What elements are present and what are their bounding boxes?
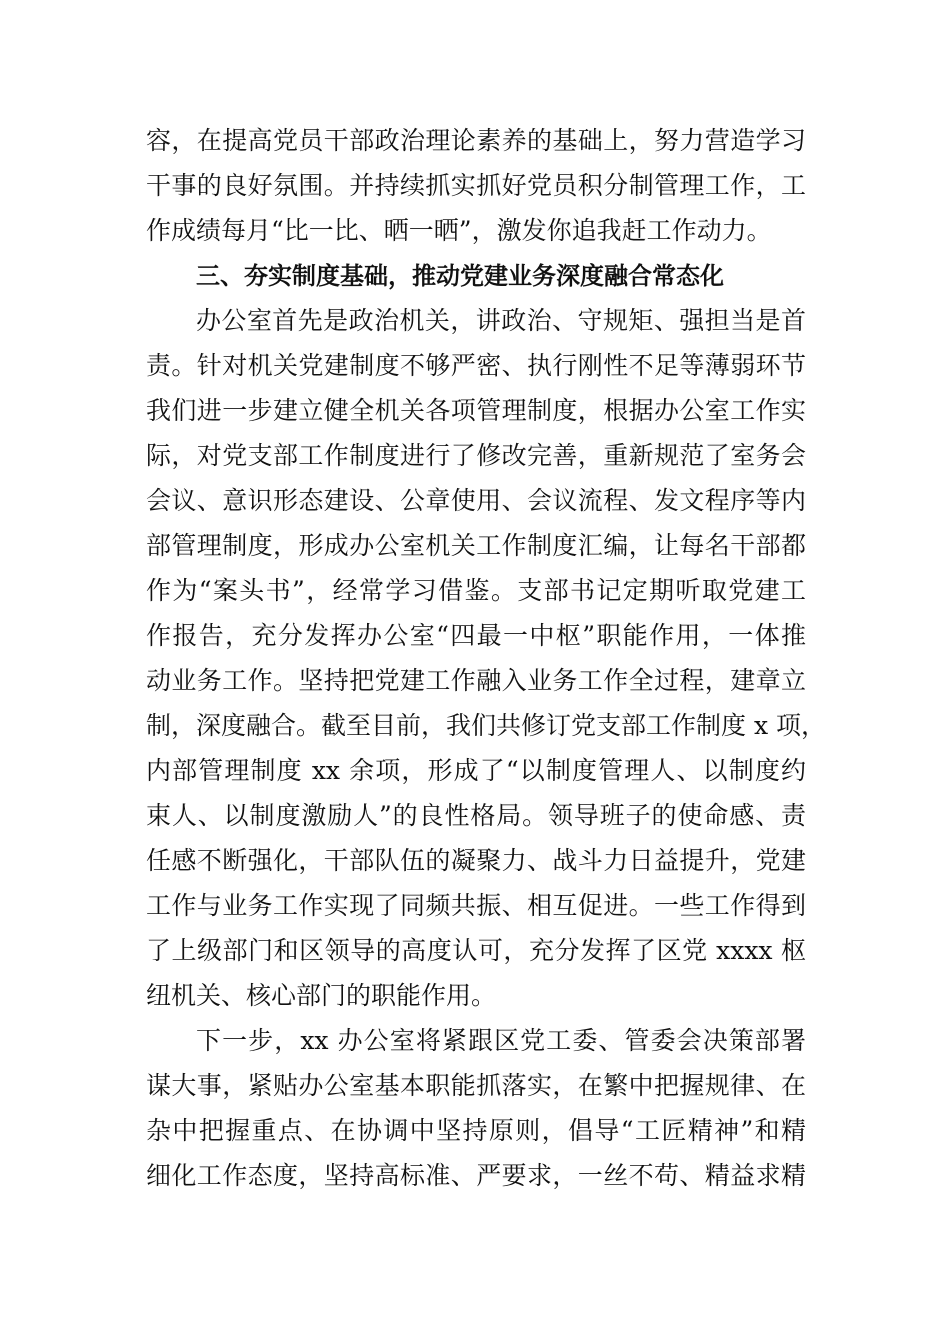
paragraph-2-line-8: 作报告，充分发挥办公室“四最一中枢”职能作用，一体推 <box>146 621 806 650</box>
paragraph-2-line-7: 作为“案头书”，经常学习借鉴。支部书记定期听取党建工 <box>146 576 806 605</box>
paragraph-2-line-9: 动业务工作。坚持把党建工作融入业务工作全过程，建章立 <box>146 666 806 695</box>
paragraph-2-line-4: 际，对党支部工作制度进行了修改完善，重新规范了室务会 <box>146 441 806 470</box>
paragraph-2-line-1: 办公室首先是政治机关，讲政治、守规矩、强担当是首 <box>196 306 806 335</box>
paragraph-3-line-2: 谋大事，紧贴办公室基本职能抓落实，在繁中把握规律、在 <box>146 1071 806 1100</box>
paragraph-2-line-5: 会议、意识形态建设、公章使用、会议流程、发文程序等内 <box>146 486 806 515</box>
paragraph-2-line-2: 责。针对机关党建制度不够严密、执行刚性不足等薄弱环节 <box>146 351 806 380</box>
paragraph-2-line-11: 内部管理制度 xx 余项，形成了“以制度管理人、以制度约 <box>146 756 806 785</box>
paragraph-1-line-2: 干事的良好氛围。并持续抓实抓好党员积分制管理工作，工 <box>146 171 806 200</box>
paragraph-3-line-3: 杂中把握重点、在协调中坚持原则，倡导“工匠精神”和精 <box>146 1116 806 1145</box>
paragraph-2-line-15: 了上级部门和区领导的高度认可，充分发挥了区党 xxxx 枢 <box>146 936 806 965</box>
paragraph-2-line-3: 我们进一步建立健全机关各项管理制度，根据办公室工作实 <box>146 396 806 425</box>
paragraph-1-line-1: 容，在提高党员干部政治理论素养的基础上，努力营造学习 <box>146 126 806 155</box>
paragraph-2-line-12: 束人、以制度激励人”的良性格局。领导班子的使命感、责 <box>146 801 806 830</box>
paragraph-1-line-3: 作成绩每月“比一比、晒一晒”，激发你追我赶工作动力。 <box>146 216 772 245</box>
paragraph-3-line-4: 细化工作态度，坚持高标准、严要求，一丝不苟、精益求精 <box>146 1161 806 1190</box>
paragraph-3-line-1: 下一步，xx 办公室将紧跟区党工委、管委会决策部署 <box>196 1026 806 1055</box>
section-heading-3: 三、夯实制度基础，推动党建业务深度融合常态化 <box>196 262 724 290</box>
paragraph-2-line-16: 纽机关、核心部门的职能作用。 <box>146 981 497 1010</box>
paragraph-2-line-13: 任感不断强化，干部队伍的凝聚力、战斗力日益提升，党建 <box>146 846 806 875</box>
paragraph-2-line-6: 部管理制度，形成办公室机关工作制度汇编，让每名干部都 <box>146 531 806 560</box>
paragraph-2-line-14: 工作与业务工作实现了同频共振、相互促进。一些工作得到 <box>146 891 806 920</box>
paragraph-2-line-10: 制，深度融合。截至目前，我们共修订党支部工作制度 x 项， <box>146 711 826 740</box>
